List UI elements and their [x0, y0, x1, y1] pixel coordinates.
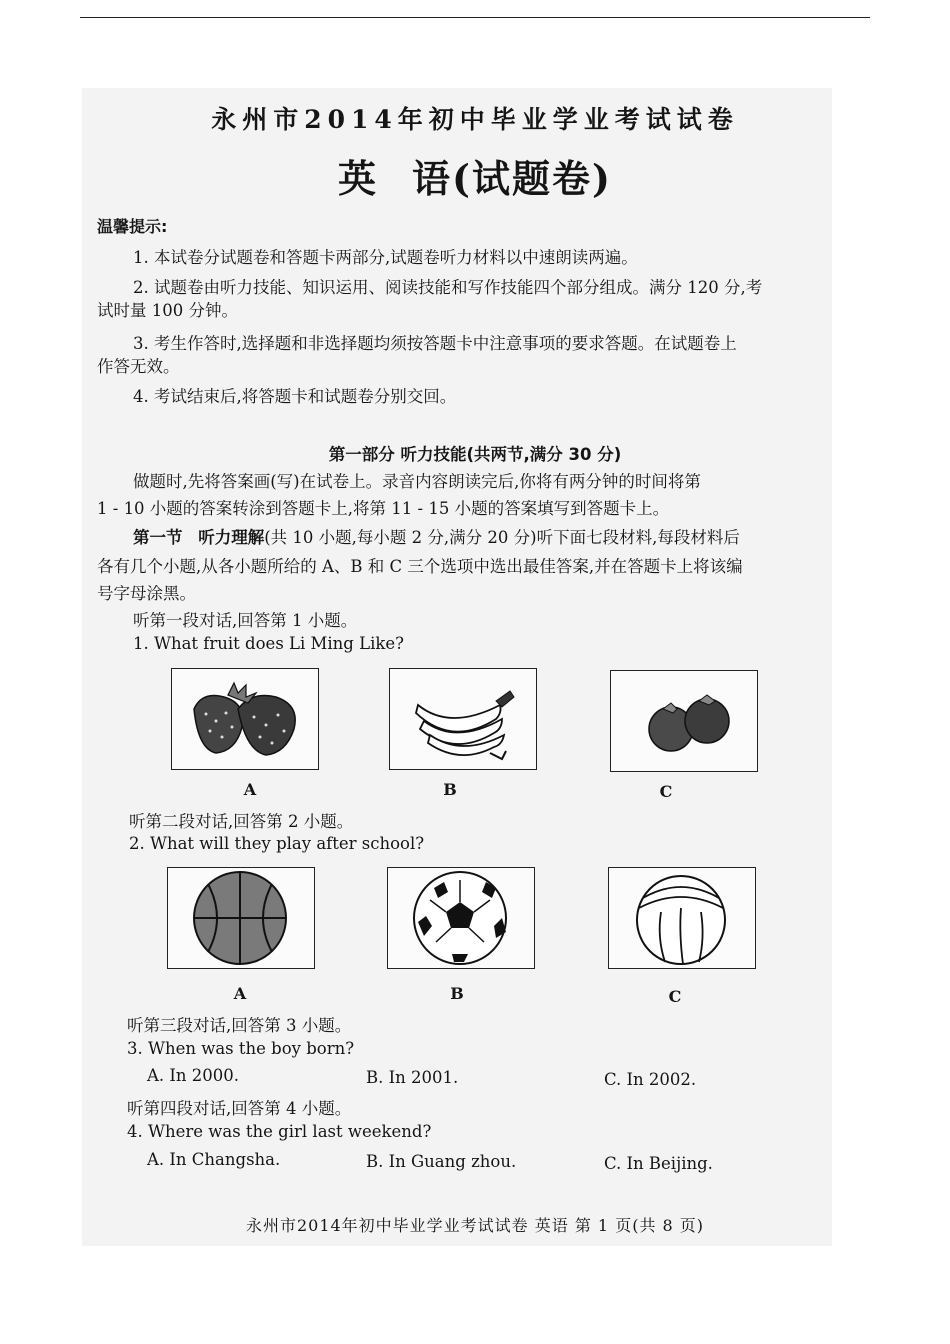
section1-line-3: 号字母涂黑。 — [97, 584, 196, 603]
exam-subject-title — [0, 148, 950, 203]
tip-3: 3. 考生作答时,选择题和非选择题均须按答题卡中注意事项的要求答题。在试题卷上 — [133, 334, 737, 353]
part1-heading: 第一部分 听力技能(共两节,满分 30 分) — [328, 445, 622, 464]
q1-option-a-label: A — [243, 780, 257, 799]
bananas-image — [389, 668, 537, 770]
section1-line-1 — [133, 524, 740, 548]
tip-3-cont: 作答无效。 — [97, 357, 180, 376]
strawberries-image — [171, 668, 319, 770]
q4-option-b: B. In Guang zhou. — [366, 1152, 517, 1171]
q2-instruction: 听第二段对话,回答第 2 小题。 — [129, 812, 354, 831]
q3-text: 3. When was the boy born? — [127, 1039, 355, 1058]
q1-instruction: 听第一段对话,回答第 1 小题。 — [133, 611, 358, 630]
q2-text: 2. What will they play after school? — [129, 834, 425, 853]
q2-option-b-label: B — [450, 984, 464, 1003]
part1-intro-1: 做题时,先将答案画(写)在试卷上。录音内容朗读完后,你将有两分钟的时间将第 — [133, 472, 701, 491]
section1-label: 第一节 — [133, 528, 183, 547]
q2-option-a-label: A — [233, 984, 247, 1003]
part1-intro-2: 1 - 10 小题的答案转涂到答题卡上,将第 11 - 15 小题的答案填写到答题卡上。 — [97, 499, 670, 518]
paper-type: (试题卷) — [452, 156, 612, 201]
q2-option-c-label: C — [668, 987, 682, 1006]
soccer-ball-image — [387, 867, 535, 969]
tip-2-cont: 试时量 100 分钟。 — [97, 301, 238, 320]
tip-2: 2. 试题卷由听力技能、知识运用、阅读技能和写作技能四个部分组成。满分 120 分,考 — [133, 278, 763, 297]
q3-option-b: B. In 2001. — [366, 1068, 459, 1087]
q1-option-c-label: C — [659, 782, 673, 801]
subject-char-2: 语 — [412, 156, 453, 201]
section1-line-2: 各有几个小题,从各小题所给的 A、B 和 C 三个选项中选出最佳答案,并在答题卡上将该编 — [97, 557, 743, 576]
volleyball-image — [608, 867, 756, 969]
basketball-image — [167, 867, 315, 969]
tips-heading: 温馨提示: — [97, 217, 168, 236]
page-footer: 永州市2014年初中毕业学业考试试卷 英语 第 1 页(共 8 页) — [245, 1216, 705, 1235]
tomatoes-image — [610, 670, 758, 772]
q4-instruction: 听第四段对话,回答第 4 小题。 — [127, 1099, 352, 1118]
q1-option-b-label: B — [443, 780, 457, 799]
q3-instruction: 听第三段对话,回答第 3 小题。 — [127, 1016, 352, 1035]
q4-option-a: A. In Changsha. — [147, 1150, 281, 1169]
exam-title: 永州市2014年初中毕业学业考试试卷 — [211, 105, 739, 134]
q3-option-a: A. In 2000. — [147, 1066, 240, 1085]
section1-rest: (共 10 小题,每小题 2 分,满分 20 分)听下面七段材料,每段材料后 — [264, 528, 740, 547]
section1-title: 听力理解 — [198, 528, 265, 547]
q4-text: 4. Where was the girl last weekend? — [127, 1122, 432, 1141]
q4-option-c: C. In Beijing. — [604, 1154, 713, 1173]
tip-4: 4. 考试结束后,将答题卡和试题卷分别交回。 — [133, 387, 457, 406]
tip-1: 1. 本试卷分试题卷和答题卡两部分,试题卷听力材料以中速朗读两遍。 — [133, 248, 638, 267]
subject-char-1: 英 — [338, 156, 379, 201]
q1-text: 1. What fruit does Li Ming Like? — [133, 634, 404, 653]
q3-option-c: C. In 2002. — [604, 1070, 697, 1089]
top-rule — [80, 17, 870, 18]
